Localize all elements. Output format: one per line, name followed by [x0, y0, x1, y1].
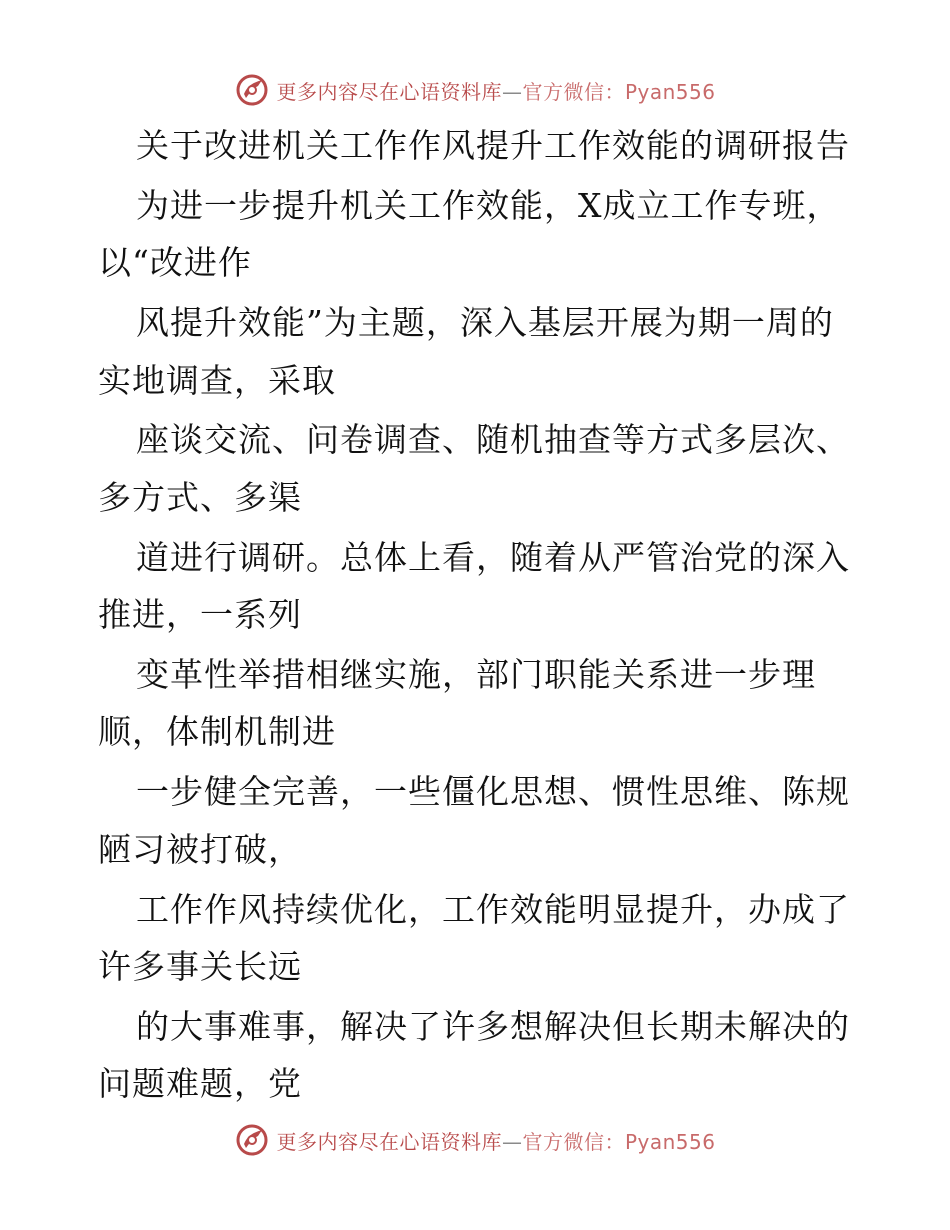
seal-logo-icon — [234, 72, 270, 108]
seal-logo-icon — [234, 1122, 270, 1158]
paragraph-line: 许多事关长远 — [98, 947, 302, 986]
header-banner-inner — [234, 72, 715, 108]
footer-brand-text: 更多内容尽在心语资料库 — [276, 1129, 502, 1154]
header-wechat-text: 官方微信：Pyan556 — [522, 79, 716, 104]
paragraph-line: 多方式、多渠 — [98, 478, 302, 517]
paragraph-line: 为进一步提升机关工作效能，X成立工作专班， — [136, 186, 841, 225]
paragraph-line: 顺，体制机制进 — [98, 712, 336, 751]
paragraph-line: 实地调查，采取 — [98, 361, 336, 400]
footer-separator: — — [501, 1129, 523, 1154]
paragraph-line: 的大事难事，解决了许多想解决但长期未解决的 — [136, 1007, 850, 1046]
paragraph-line: 陋习被打破， — [98, 830, 302, 869]
footer-banner-text — [276, 1126, 715, 1155]
header-brand-text: 更多内容尽在心语资料库 — [276, 79, 502, 104]
paragraph-line: 以“改进作 — [98, 243, 252, 282]
paragraph-line: 座谈交流、问卷调查、随机抽查等方式多层次、 — [136, 420, 850, 459]
document-title: 关于改进机关工作作风提升工作效能的调研报告 — [136, 126, 850, 165]
footer-banner — [0, 1120, 950, 1160]
paragraph-line: 变革性举措相继实施，部门职能关系进一步理 — [136, 655, 816, 694]
paragraph-line: 道进行调研。总体上看，随着从严管治党的深入 — [136, 538, 850, 577]
paragraph-line: 问题难题，党 — [98, 1064, 302, 1103]
footer-wechat-text: 官方微信：Pyan556 — [522, 1129, 716, 1154]
paragraph-line: 风提升效能”为主题，深入基层开展为期一周的 — [136, 303, 834, 342]
header-banner-text — [276, 76, 715, 105]
paragraph-line: 推进，一系列 — [98, 595, 302, 634]
paragraph-line: 一步健全完善，一些僵化思想、惯性思维、陈规 — [136, 772, 850, 811]
footer-banner-inner — [234, 1122, 715, 1158]
header-banner — [0, 70, 950, 110]
paragraph-line: 工作作风持续优化，工作效能明显提升，办成了 — [136, 890, 850, 929]
header-separator: — — [501, 79, 523, 104]
